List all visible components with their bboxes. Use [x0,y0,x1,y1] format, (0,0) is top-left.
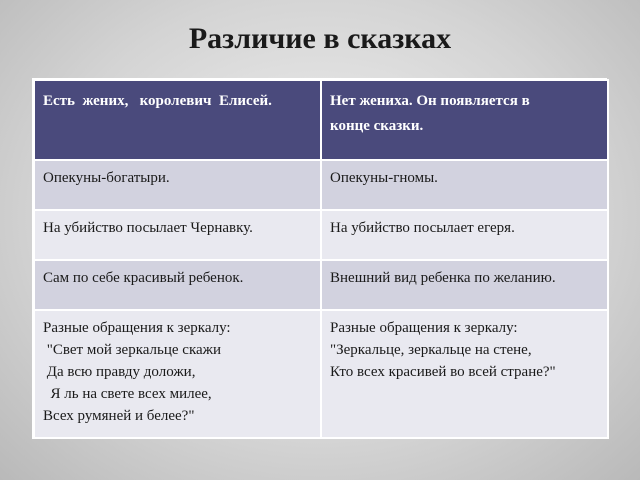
cell-right: На убийство посылает егеря. [321,210,608,260]
header-cell-left [34,80,321,160]
page-title: Различие в сказках [188,22,452,55]
cell-right: Опекуны-гномы. [321,160,608,210]
cell-left: На убийство посылает Чернавку. [34,210,321,260]
text-line: Разные обращения к зеркалу: [330,320,518,336]
text-line: "Свет мой зеркальце скажи [43,342,222,358]
table-row [34,210,608,260]
cell-left-mirror-quote [34,310,321,438]
table-header-row [34,80,608,160]
header-left-text: Есть жених, королевич Елисей. [43,93,272,109]
header-right-line-1: Нет жениха. Он появляется в [330,93,530,109]
cell-left: Опекуны-богатыри. [34,160,321,210]
text-line: Разные обращения к зеркалу: [43,320,231,336]
text-line: Всех румяней и белее?" [43,408,195,424]
text-line: "Зеркальце, зеркальце на стене, [330,342,532,358]
comparison-table [32,78,607,439]
cell-right-mirror-quote [321,310,608,438]
cell-right: Внешний вид ребенка по желанию. [321,260,608,310]
text-line: Кто всех красивей во всей стране?" [330,364,556,380]
header-right-line-2: конце сказки. [330,118,424,134]
table-row [34,160,608,210]
cell-left: Сам по себе красивый ребенок. [34,260,321,310]
table-row [34,310,608,438]
text-line: Да всю правду доложи, [43,364,196,380]
header-cell-right [321,80,608,160]
table-row [34,260,608,310]
text-line: Я ль на свете всех милее, [43,386,212,402]
